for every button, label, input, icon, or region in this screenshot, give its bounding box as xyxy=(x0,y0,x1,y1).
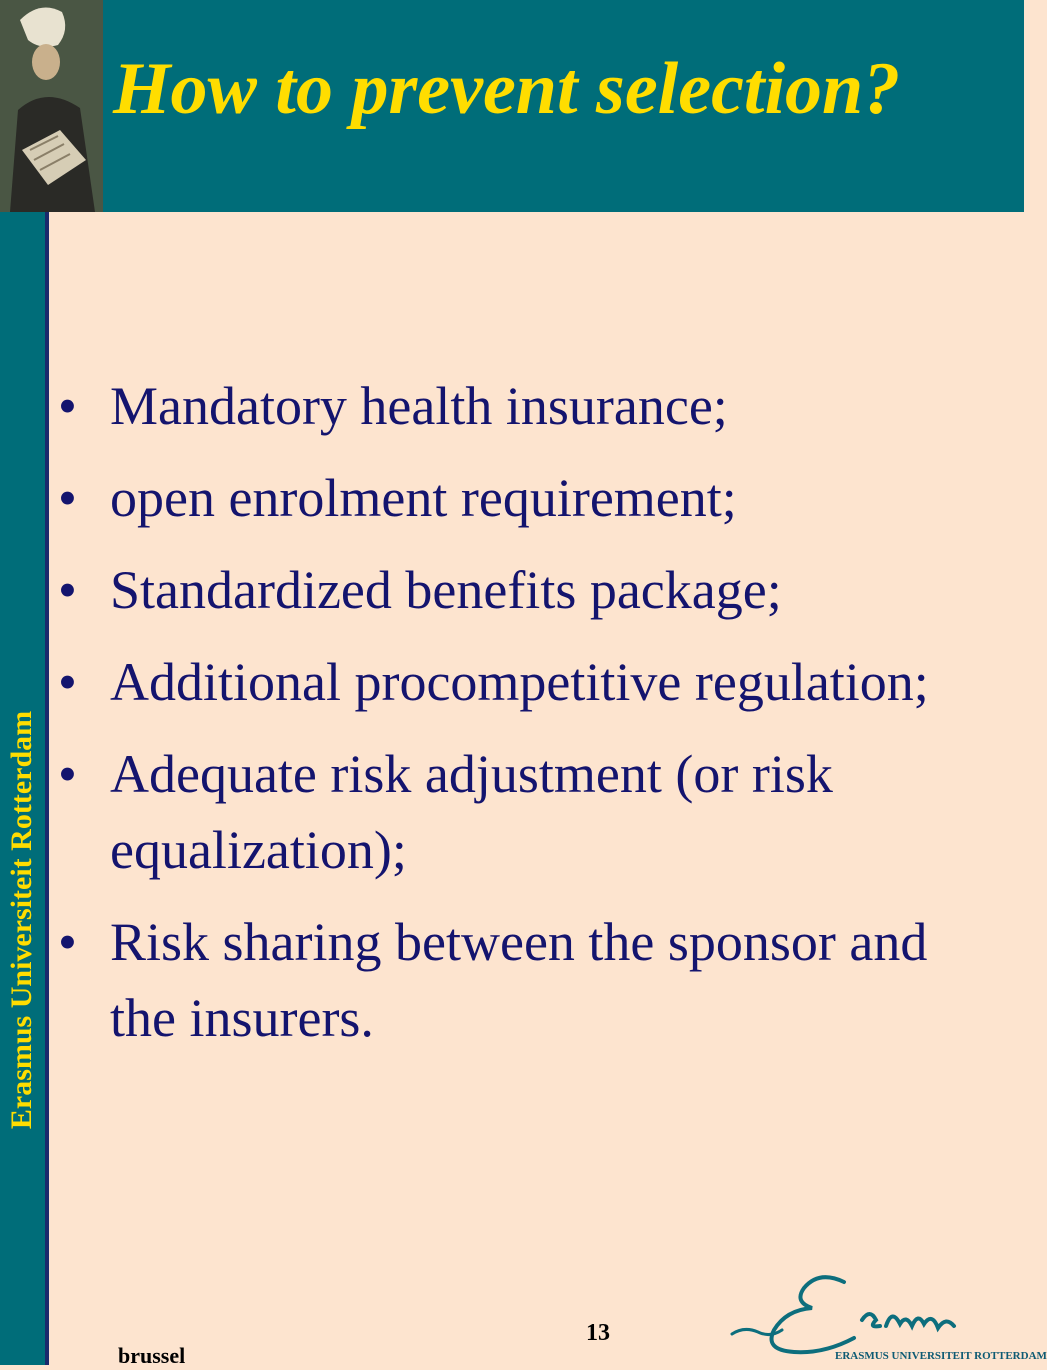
slide-title: How to prevent selection? xyxy=(113,48,901,130)
bullet-text: Risk sharing between the sponsor and the insurers. xyxy=(110,912,928,1048)
bullet-icon: • xyxy=(58,376,77,436)
list-item xyxy=(58,904,958,1056)
erasmus-portrait-image xyxy=(0,0,103,212)
bullet-text: Additional procompetitive regulation; xyxy=(110,652,929,712)
bullet-text: open enrolment requirement; xyxy=(110,468,737,528)
bullet-icon: • xyxy=(58,912,77,972)
list-item xyxy=(58,644,958,720)
list-item xyxy=(58,460,958,536)
logo-caption: ERASMUS UNIVERSITEIT ROTTERDAM xyxy=(835,1350,1047,1362)
page-number: 13 xyxy=(586,1320,610,1346)
bullet-icon: • xyxy=(58,652,77,712)
sidebar-divider xyxy=(45,212,49,1365)
footer-label: brussel xyxy=(118,1343,186,1368)
vertical-institution-label: Erasmus Universiteit Rotterdam xyxy=(5,710,38,1130)
bullet-icon: • xyxy=(58,744,77,804)
list-item xyxy=(58,368,958,444)
bullet-text: Standardized benefits package; xyxy=(110,560,782,620)
bullet-icon: • xyxy=(58,468,77,528)
bullet-text: Adequate risk adjustment (or risk equalization); xyxy=(110,744,833,880)
list-item xyxy=(58,552,958,628)
bullet-text: Mandatory health insurance; xyxy=(110,376,728,436)
bullet-list xyxy=(58,368,958,1072)
list-item xyxy=(58,736,958,888)
bullet-icon: • xyxy=(58,560,77,620)
